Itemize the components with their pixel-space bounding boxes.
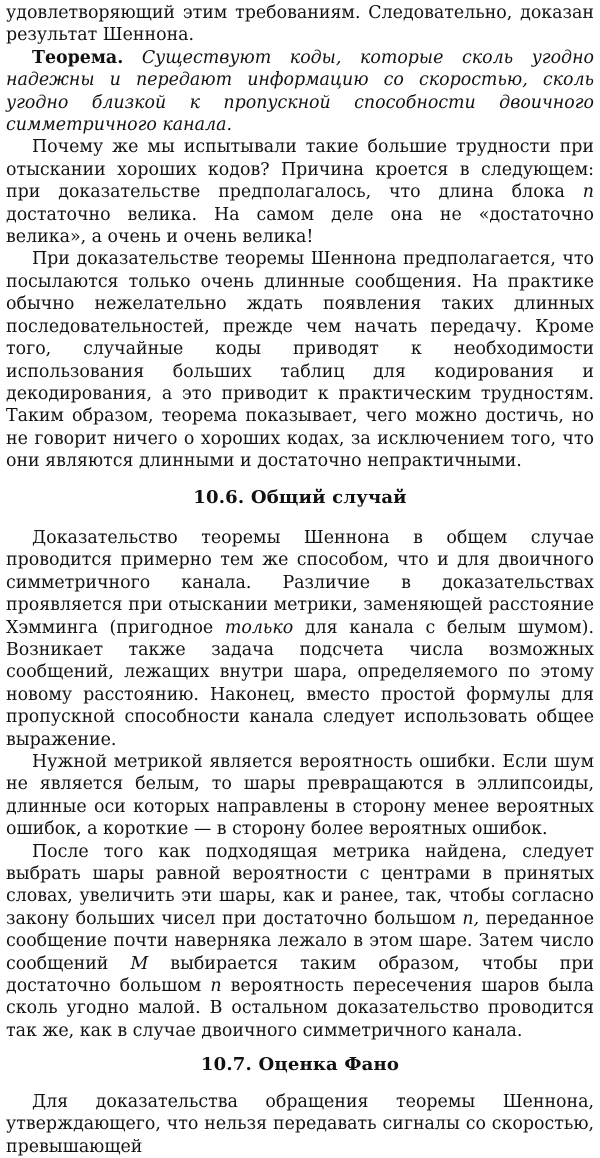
general-case-text-a: Доказательство теоремы Шеннона в общем случае проводится примерно тем же способом, что и для двоичного симметричного канала. Различие в доказательствах проявляется при отыскании метрики, заменяющей расстояние Хэмминга (пригодное [6,527,594,638]
paragraph-metric: Нужной метрикой является вероятность ошибки. Если шум не является белым, то шары превращаются в эллипсоиды, длинные оси которых направлены в сторону менее вероятных ошибок, а короткие — в сторону более вероятных ошибок. [6,752,594,840]
paragraph-intro: удовлетворяющий этим требованиям. Следовательно, доказан результат Шеннона. [6,3,594,46]
variable-n: n [582,182,594,203]
paragraph-general-case [6,527,594,751]
paragraph-difficulty [6,136,594,248]
spheres-text-d: вероятность пересечения шаров была сколь угодно малой. В остальном доказательство проводится так же, как в случае двоичного симметричного канала. [6,976,595,1041]
difficulty-text-b: достаточно велика. На самом деле она не «достаточно велика», а очень и очень велика! [6,204,594,248]
section-heading-10-6: 10.6. Общий случай [193,486,407,508]
difficulty-text-a: Почему же мы испытывали такие большие трудности при отыскании хороших кодов? Причина кроется в следующем: при доказательстве предполагалось, что длина блока [6,137,594,203]
section-heading-10-7: 10.7. Оценка Фано [200,1054,400,1076]
general-case-text-b: для канала с белым шумом). Возникает также задача подсчета числа возможных сообщений, лежащих внутри шара, определяемого по этому новому расстоянию. Наконец, вместо простой формулы для пропускной способности канала следует использовать общее выражение. [6,617,594,750]
spheres-text-c: выбирается таким образом, чтобы при достаточно большом [6,953,594,997]
variable-n-first: n, [462,908,480,929]
theorem-paragraph [6,47,594,137]
variable-n-second: n [210,976,222,997]
spheres-text-b: переданное сообщение почти наверняка лежало в этом шаре. Затем число сообщений [6,908,594,974]
paragraph-proof-note: При доказательстве теоремы Шеннона предполагается, что посылаются только очень длинные сообщения. На практике обычно нежелательно ждать появления таких длинных последовательностей, прежде чем начать передачу. Кроме того, случайные коды приводят к необходимости использования больших таблиц для кодирования и декодирования, а это приводит к практическим трудностям. Таким образом, теорема показывает, чего можно достичь, но не говорит ничего о хороших кодах, за исключением того, что они являются длинными и достаточно непрактичными. [6,249,594,472]
theorem-label: Теорема. [32,47,124,68]
variable-m: M [130,953,149,974]
paragraph-spheres [6,841,594,1043]
theorem-text: Существуют коды, которые сколь угодно надежны и передают информацию со скоростью, сколь угодно близкой к пропускной способности двоичного симметричного канала. [6,47,594,136]
paragraph-fano: Для доказательства обращения теоремы Шеннона, утверждающего, что нельзя передавать сигналы со скоростью, превышающей [6,1091,594,1157]
emphasis-only: только [224,617,294,638]
spheres-text-a: После того как подходящая метрика найдена, следует выбрать шары равной вероятности с центрами в принятых словах, увеличить эти шары, как и ранее, так, чтобы согласно закону больших чисел при достаточно большом [6,841,594,929]
